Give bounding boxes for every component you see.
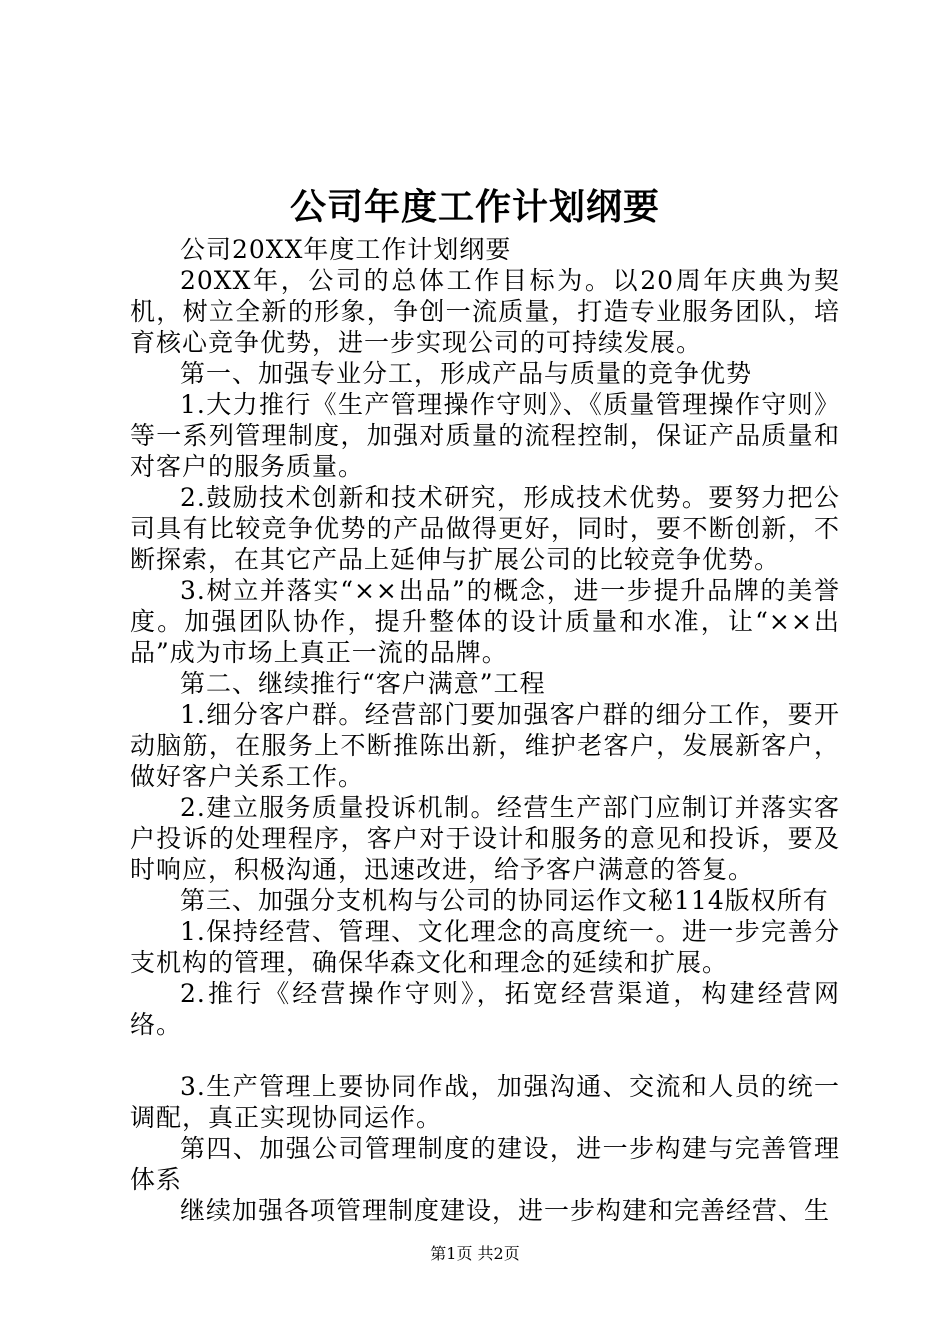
paragraph-2-1: 1.细分客户群。经营部门要加强客户群的细分工作，要开动脑筋，在服务上不断推陈出新，维护老客户，发展新客户，做好客户关系工作。 bbox=[130, 700, 840, 791]
paragraph-3-1: 1.保持经营、管理、文化理念的高度统一。进一步完善分支机构的管理，确保华森文化和理念的延续和扩展。 bbox=[130, 917, 840, 977]
paragraph-subtitle: 公司20XX年度工作计划纲要 bbox=[180, 235, 512, 264]
paragraph-1-3: 3.树立并落实“××出品”的概念，进一步提升品牌的美誉度。加强团队协作，提升整体的设计质量和水准，让“××出品”成为市场上真正一流的品牌。 bbox=[130, 576, 840, 667]
section-heading-4: 第四、加强公司管理制度的建设，进一步构建与完善管理体系 bbox=[130, 1134, 840, 1194]
section-heading-1: 第一、加强专业分工，形成产品与质量的竞争优势 bbox=[180, 359, 753, 388]
document-body bbox=[130, 234, 840, 1226]
section-heading-2: 第二、继续推行“客户满意”工程 bbox=[180, 669, 546, 698]
document-title: 公司年度工作计划纲要 bbox=[289, 187, 660, 228]
paragraph-3-3: 3.生产管理上要协同作战，加强沟通、交流和人员的统一调配，真正实现协同运作。 bbox=[130, 1072, 840, 1132]
paragraph-overall-goal: 20XX年，公司的总体工作目标为。以20周年庆典为契机，树立全新的形象，争创一流质量，打造专业服务团队，培育核心竞争优势，进一步实现公司的可持续发展。 bbox=[130, 266, 840, 357]
page-number-footer: 第1页 共2页 bbox=[430, 1244, 520, 1263]
paragraph-4-1: 继续加强各项管理制度建设，进一步构建和完善经营、生 bbox=[180, 1196, 831, 1225]
paragraph-3-2: 2.推行《经营操作守则》，拓宽经营渠道，构建经营网络。 bbox=[130, 979, 840, 1039]
paragraph-1-2: 2.鼓励技术创新和技术研究，形成技术优势。要努力把公司具有比较竞争优势的产品做得更好，同时，要不断创新，不断探索，在其它产品上延伸与扩展公司的比较竞争优势。 bbox=[130, 483, 840, 574]
section-heading-3: 第三、加强分支机构与公司的协同运作文秘114版权所有 bbox=[180, 886, 829, 915]
paragraph-2-2: 2.建立服务质量投诉机制。经营生产部门应制订并落实客户投诉的处理程序，客户对于设计和服务的意见和投诉，要及时响应，积极沟通，迅速改进，给予客户满意的答复。 bbox=[130, 793, 840, 884]
paragraph-1-1: 1.大力推行《生产管理操作守则》、《质量管理操作守则》等一系列管理制度，加强对质量的流程控制，保证产品质量和对客户的服务质量。 bbox=[130, 390, 840, 481]
